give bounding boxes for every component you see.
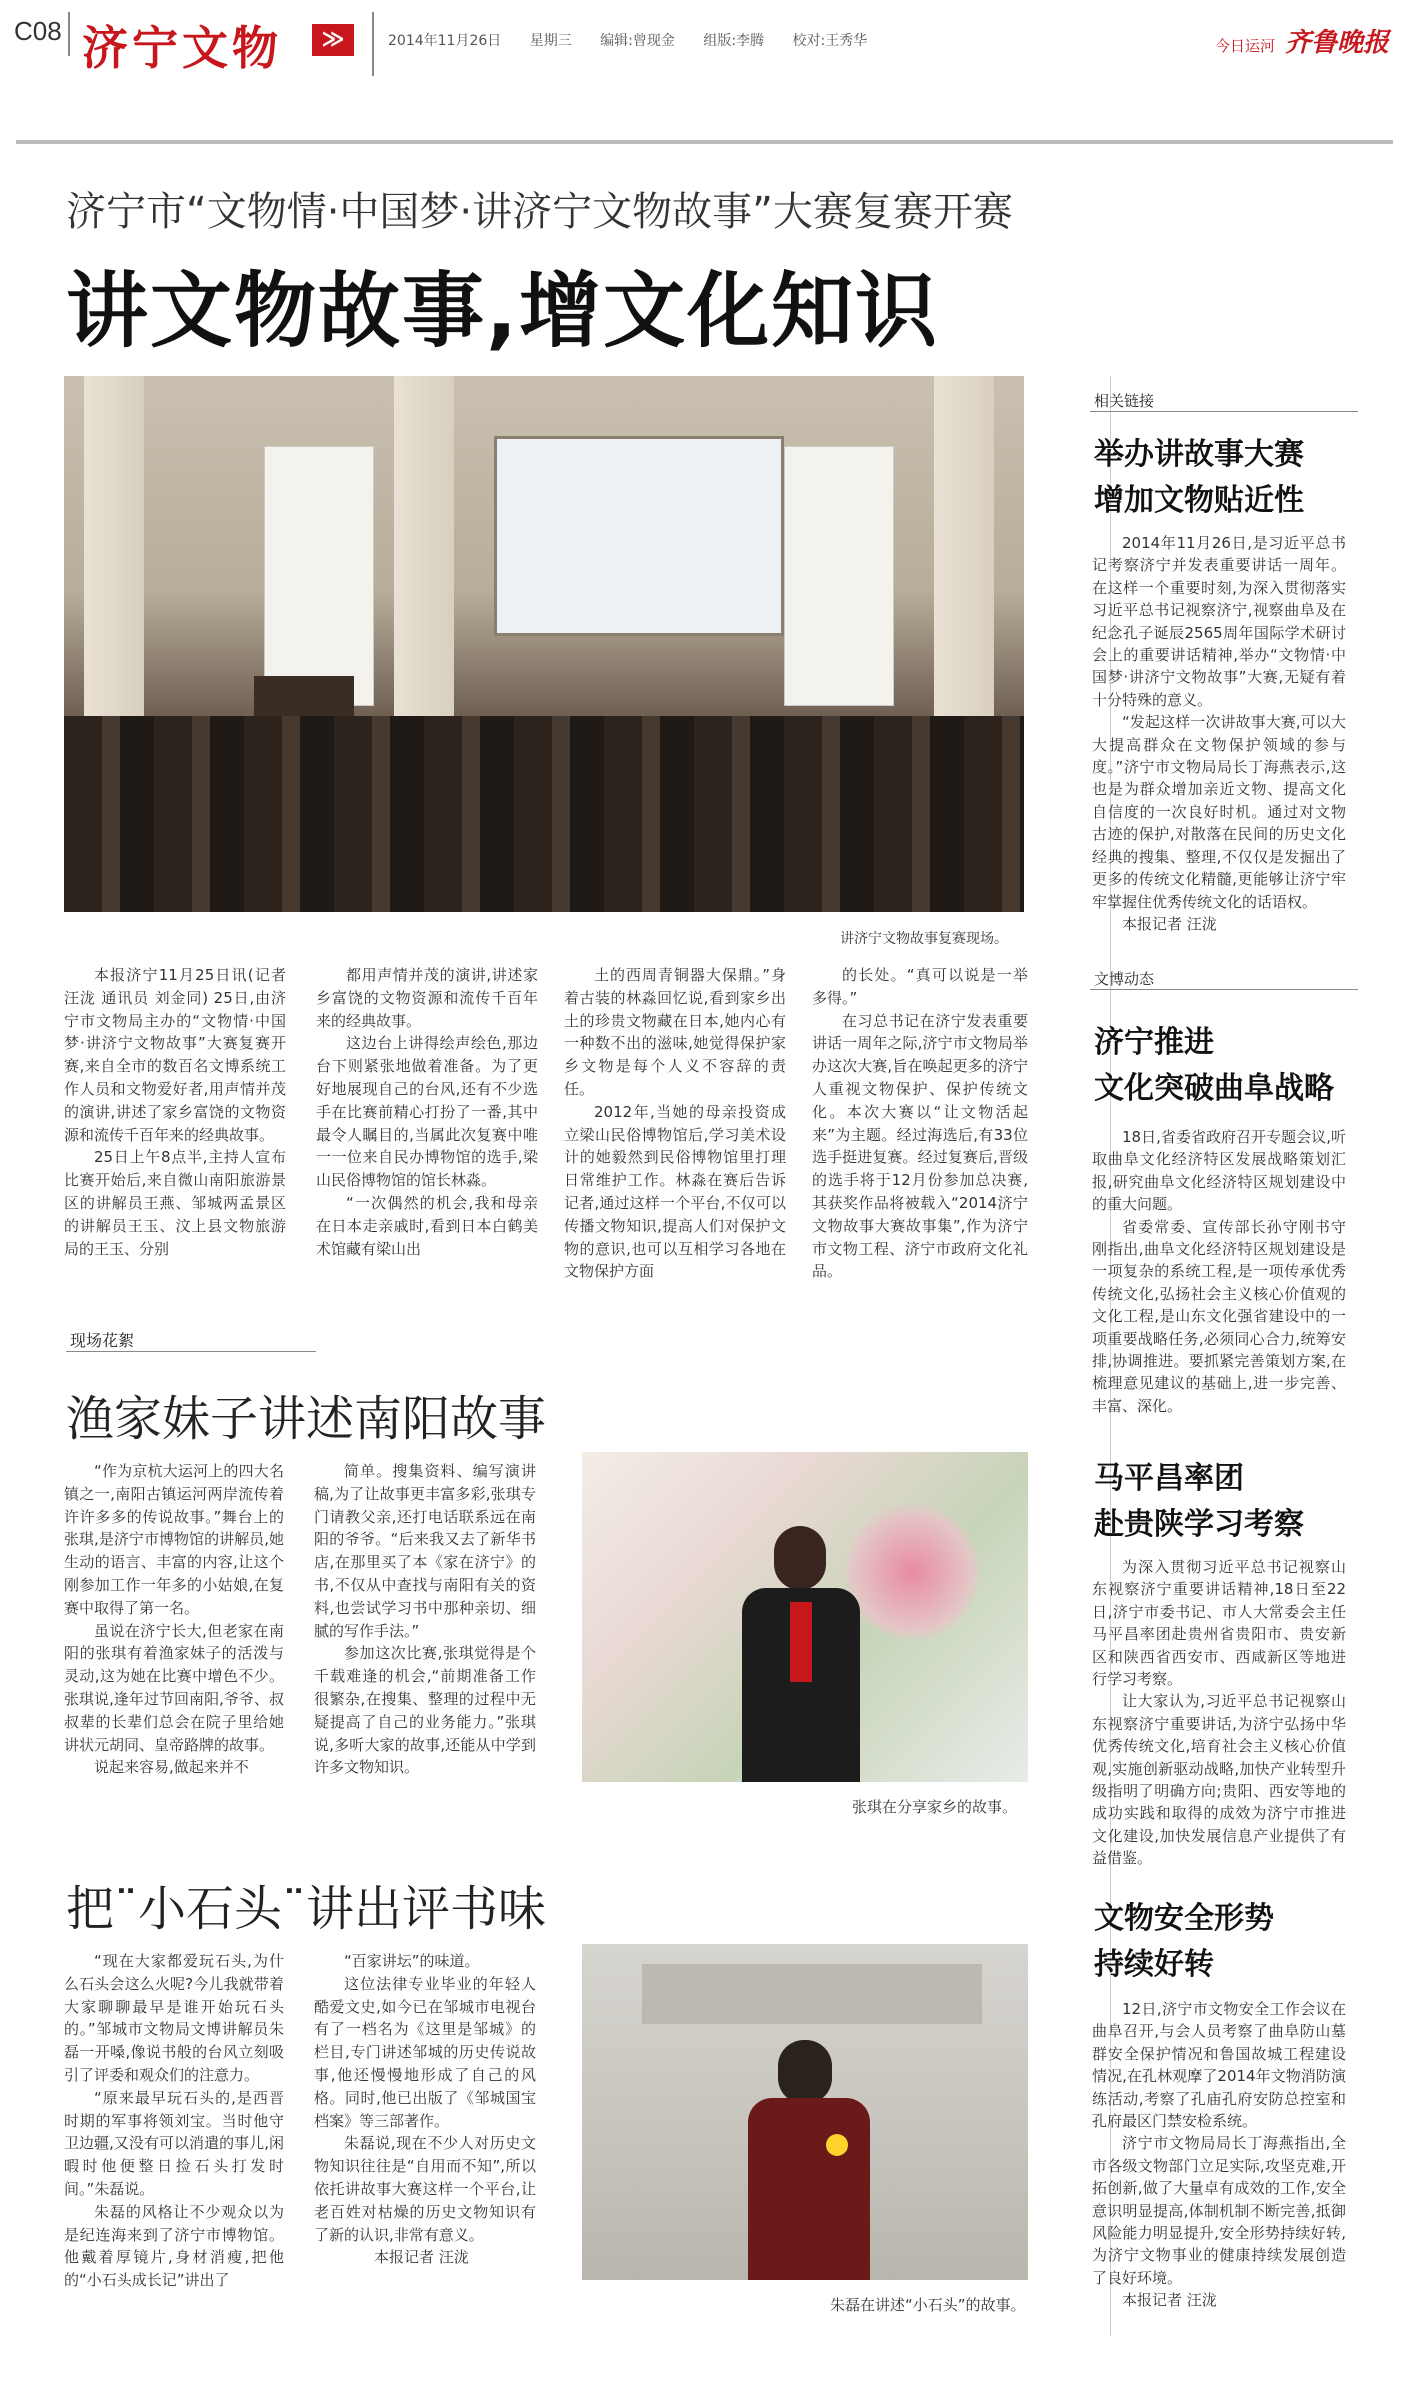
photo-pillar [934, 376, 994, 716]
paragraph: 让大家认为,习近平总书记视察山东视察济宁重要讲话,为济宁弘扬中华优秀传统文化,培育社会主义核心价值观,实施创新驱动战略,加快产业转型升级指明了明确方向;贵阳、西安等地的成功实践和取得的成效为济宁市推进文化建设,加快发展信息产业提供了有益借鉴。 [1092, 1692, 1346, 1868]
paragraph: 在习总书记在济宁发表重要讲话一周年之际,济宁市文物局举办这次大赛,旨在唤起更多的济宁人重视文物保护、保护传统文化。本次大赛以“让文物活起来”为主题。经过海选后,有33位选手挺进复赛。经过复赛后,晋级的选手将于12月份参加总决赛,其获奖作品将被载入“2014济宁文物故事大赛故事集”,作为济宁市文物工程、济宁市政府文化礼品。 [812, 1011, 1028, 1281]
projection-screen [494, 436, 784, 636]
brand-tagline: 今日运河 [1214, 37, 1275, 55]
lotus-painting [784, 446, 894, 706]
judges-table [254, 676, 354, 716]
paragraph: 为深入贯彻习近平总书记视察山东视察济宁重要讲话精神,18日至22日,济宁市委书记、市人大常委会主任马平昌率团赴贵州省贵阳市、贵安新区和陕西省西安市、西咸新区等地进行学习考察。 [1092, 1558, 1346, 1689]
story2-title: 把¨小石头¨讲出评书味 [66, 1881, 547, 1937]
news-title-line: 济宁推进 [1094, 1025, 1214, 1060]
paragraph: 25日上午8点半,主持人宣布比赛开始后,来自微山南阳旅游景区的讲解员王燕、邹城两孟景区的讲解员王玉、汶上县文物旅游局的王玉、分别 [64, 1148, 286, 1258]
issue-weekday: 星期三 [529, 33, 572, 49]
article-column-3 [564, 964, 786, 1283]
story2-column-1 [64, 1950, 284, 2292]
news-item-3-title [1094, 1896, 1356, 1988]
speaker-shirt [790, 1602, 812, 1682]
paragraph: “一次偶然的机会,我和母亲在日本走亲戚时,看到日本白鹤美术馆藏有梁山出 [316, 1193, 538, 1258]
paragraph: 济宁市文物局局长丁海燕指出,全市各级文物部门立足实际,攻坚克难,开拓创新,做了大量卓有成效的工作,安全意识明显提高,体制机制不断完善,抵御风险能力明显提升,安全形势持续好转,为济宁文物事业的健康持续发展创造了良好环境。 [1092, 2134, 1346, 2287]
news-item-3-body [1092, 1998, 1346, 2312]
story1-column-2 [314, 1460, 536, 1779]
contestant-badge-icon [826, 2134, 848, 2156]
paragraph: 12日,济宁市文物安全工作会议在曲阜召开,与会人员考察了曲阜防山墓群安全保护情况和鲁国故城工程建设情况,在孔林观摩了2014年文物消防演练活动,考察了孔庙孔府安防总控室和孔府最区门禁安检系统。 [1092, 2000, 1346, 2131]
paragraph: 简单。搜集资料、编写演讲稿,为了让故事更丰富多彩,张琪专门请教父亲,还打电话联系远在南阳的爷爷。“后来我又去了新华书店,在那里买了本《家在济宁》的书,不仅从中查找与南阳有关的资料,也尝试学习书中那种亲切、细腻的写作手法。” [314, 1462, 536, 1640]
news-title-line: 马平昌率团 [1094, 1461, 1244, 1496]
news-title-line: 持续好转 [1094, 1947, 1214, 1982]
header-meta [388, 30, 891, 50]
header-divider [68, 12, 70, 56]
news-title-line: 文化突破曲阜战略 [1094, 1071, 1334, 1106]
layout-credit: 组版:李腾 [703, 33, 765, 49]
story2-byline: 本报记者 汪泷 [374, 2248, 469, 2267]
related-byline: 本报记者 汪泷 [1122, 914, 1217, 933]
news-title-line: 文物安全形势 [1094, 1901, 1274, 1936]
newspaper-brand [1215, 22, 1389, 59]
paragraph: “原来最早玩石头的,是西晋时期的军事将领刘宝。当时他守卫边疆,又没有可以消遣的事儿,闲暇时他便整日捡石头打发时间。”朱磊说。 [64, 2088, 284, 2198]
speaker-photo-2 [582, 1944, 1028, 2280]
issue-date: 2014年11月26日 [388, 33, 502, 49]
audience-crowd [64, 716, 1024, 912]
paragraph: 本报济宁11月25日讯(记者 汪泷 通讯员 刘金同) 25日,由济宁市文物局主办的“文物情·中国梦·讲济宁文物故事”大赛复赛开赛,来自全市的数百名文博系统工作人员和文物爱好者,用声情并茂的演讲,讲述了家乡富饶的文物资源和流传千百年来的经典故事。 [64, 966, 286, 1144]
speaker-head [774, 1526, 826, 1590]
story1-caption: 张琪在分享家乡的故事。 [852, 1798, 1018, 1816]
news-item-1-body [1092, 1126, 1346, 1417]
paragraph: 虽说在济宁长大,但老家在南阳的张琪有着渔家妹子的活泼与灵动,这为她在比赛中增色不少。张琪说,逢年过节回南阳,爷爷、叔叔辈的长辈们总会在院子里给她讲状元胡同、皇帝路牌的故事。 [64, 1621, 284, 1754]
related-label: 相关链接 [1090, 390, 1358, 412]
paragraph: 2014年11月26日,是习近平总书记考察济宁并发表重要讲话一周年。在这样一个重要时刻,为深入贯彻落实习近平总书记视察济宁,视察曲阜及在纪念孔子诞辰2565周年国际学术研讨会上的重要讲话精神,举办“文物情·中国梦·讲济宁文物故事”大赛,无疑有着十分特殊的意义。 [1092, 534, 1346, 709]
lotus-painting [264, 446, 374, 706]
paragraph: 省委常委、宣传部长孙守刚书守刚指出,曲阜文化经济特区规划建设是一项复杂的系统工程,是一项传承优秀传统文化,弘扬社会主义核心价值观的文化工程,是山东文化强省建设中的一项重要战略任务,必须同心合力,统筹安排,协调推进。要抓紧完善策划方案,在梳理意见建议的基础上,进一步完善、丰富、深化。 [1092, 1217, 1346, 1415]
paragraph: “发起这样一次讲故事大赛,可以大大提高群众在文物保护领域的参与度。”济宁市文物局局长丁海燕表示,这也是为群众增加亲近文物、提高文化自信度的一次良好时机。通过对文物古迹的保护,对散落在民间的历史文化经典的搜集、整理,不仅仅是发掘出了更多的传统文化精髓,更能够让济宁牢牢掌握住优秀传统文化的话语权。 [1092, 713, 1346, 911]
story2-caption: 朱磊在讲述“小石头”的故事。 [830, 2296, 1026, 2314]
competition-photo [64, 376, 1024, 912]
news-item-2-body [1092, 1556, 1346, 1870]
section-title: 济宁文物 [82, 21, 282, 75]
page-number: C08 [14, 16, 62, 46]
story1-column-1 [64, 1460, 284, 1779]
paragraph: “现在大家都爱玩石头,为什么石头会这么火呢?今儿我就带着大家聊聊最早是谁开始玩石头的。”邹城市文物局文博讲解员朱磊一开嗓,像说书般的台风立刻吸引了评委和观众们的注意力。 [64, 1952, 284, 2084]
paragraph: 都用声情并茂的演讲,讲述家乡富饶的文物资源和流传千百年来的经典故事。 [316, 966, 538, 1030]
paragraph: 这边台上讲得绘声绘色,那边台下则紧张地做着准备。为了更好地展现自己的台风,还有不少选手在比赛前精心打扮了一番,其中最令人瞩目的,当属此次复赛中唯一一位来自民办博物馆的选手,梁山民俗博物馆的馆长林淼。 [316, 1034, 538, 1190]
paragraph: 朱磊的风格让不少观众以为是纪连海来到了济宁市博物馆。他戴着厚镜片,身材消瘦,把他的“小石头成长记”讲出了 [64, 2202, 284, 2290]
paragraph: “百家讲坛”的味道。 [344, 1952, 480, 1970]
brand-logo: 齐鲁晚报 [1284, 28, 1389, 58]
header-rule [16, 140, 1393, 144]
paragraph: 参加这次比赛,张琪觉得是个千载难逢的机会,“前期准备工作很繁杂,在搜集、整理的过程中无疑提高了自己的业务能力。”张琪说,多听大家的故事,还能从中学到许多文物知识。 [314, 1644, 536, 1777]
related-title-line: 举办讲故事大赛 [1094, 437, 1304, 472]
editor-credit: 编辑:曾现金 [600, 33, 675, 49]
speaker-head [778, 2040, 832, 2104]
article-column-4 [812, 964, 1028, 1283]
article-column-1 [64, 964, 286, 1260]
speaker-photo [582, 1452, 1028, 1782]
paragraph: 2012年,当她的母亲投资成立梁山民俗博物馆后,学习美术设计的她毅然到民俗博物馆里打理日常维护工作。林淼在赛后告诉记者,通过这样一个平台,不仅可以传播文物知识,提高人们对保护文物的意识,也可以互相学习各地在文物保护方面 [564, 1102, 786, 1281]
news-title-line: 赴贵陕学习考察 [1094, 1507, 1304, 1542]
paragraph: 这位法律专业毕业的年轻人酷爱文史,如今已在邹城市电视台有了一档名为《这里是邹城》的栏目,专门讲述邹城的历史传说故事,他还慢慢地形成了自己的风格。同时,他已出版了《邹城国宝档案》等三部著作。 [314, 1974, 536, 2130]
news-byline: 本报记者 汪泷 [1122, 2291, 1217, 2310]
related-title-line: 增加文物贴近性 [1094, 483, 1304, 518]
paragraph: 18日,省委省政府召开专题会议,听取曲阜文化经济特区发展战略策划汇报,研究曲阜文化经济特区规划建设中的重大问题。 [1092, 1128, 1346, 1214]
article-headline: 讲文物故事,增文化知识 [66, 264, 940, 359]
slide-projection [642, 1964, 982, 2024]
paragraph: 说起来容易,做起来并不 [94, 1758, 249, 1777]
story2-column-2 [314, 1950, 536, 2269]
paragraph: 土的西周青铜器大保鼎。”身着古装的林淼回忆说,看到家乡出土的珍贵文物藏在日本,她内心有一种数不出的滋味,她觉得保护家乡文物是每个人义不容辞的责任。 [564, 966, 786, 1098]
photo-pillar [394, 376, 454, 716]
photo-pillar [84, 376, 144, 716]
news-label: 文博动态 [1090, 968, 1358, 990]
story1-title: 渔家妹子讲述南阳故事 [66, 1391, 547, 1447]
article-column-2 [316, 964, 538, 1260]
news-item-2-title [1094, 1456, 1356, 1548]
related-title [1094, 432, 1356, 524]
feature-label: 现场花絮 [66, 1328, 316, 1352]
section-arrow-icon: ≫ [312, 24, 354, 56]
header-divider-2 [372, 12, 374, 76]
speaker-body [748, 2098, 870, 2280]
paragraph: 朱磊说,现在不少人对历史文物知识往往是“自用而不知”,所以依托讲故事大赛这样一个平台,让老百姓对枯燥的历史文物知识有了新的认识,非常有意义。 [314, 2134, 536, 2244]
lotus-backdrop [842, 1502, 982, 1642]
related-body [1092, 532, 1346, 935]
paragraph: 的长处。“真可以说是一举多得。” [812, 966, 1028, 1007]
photo-caption: 讲济宁文物故事复赛现场。 [840, 931, 1008, 947]
article-subtitle: 济宁市“文物情·中国梦·讲济宁文物故事”大赛复赛开赛 [66, 189, 1013, 235]
paragraph: “作为京杭大运河上的四大名镇之一,南阳古镇运河两岸流传着许许多多的传说故事。”舞台上的张琪,是济宁市博物馆的讲解员,她生动的语言、丰富的内容,让这个刚参加工作一年多的小姑娘,在复赛中取得了第一名。 [64, 1462, 284, 1617]
news-item-1-title [1094, 1020, 1356, 1112]
proofread-credit: 校对:王秀华 [792, 33, 868, 49]
